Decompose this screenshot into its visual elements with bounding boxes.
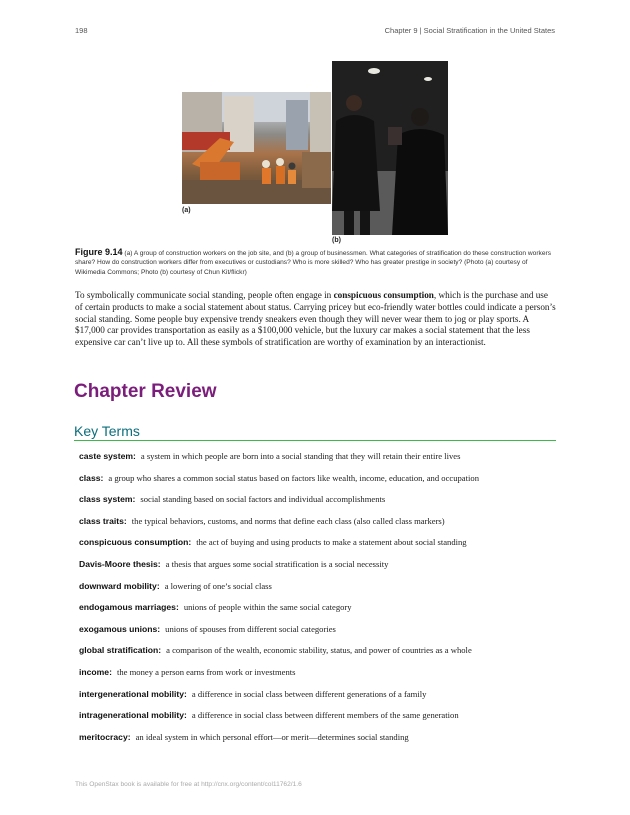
- term-name: class:: [79, 472, 104, 483]
- term-definition: the act of buying and using products to make a statement about social standing: [196, 537, 467, 548]
- term-name: Davis-Moore thesis:: [79, 558, 161, 569]
- term-item: [79, 556, 559, 578]
- term-definition: social standing based on social factors and individual accomplishments: [140, 494, 386, 505]
- term-name: endogamous marriages:: [79, 602, 179, 613]
- figure-label-a: (a): [182, 207, 191, 214]
- paragraph-bold-term: conspicuous consumption: [333, 290, 434, 300]
- term-item: [79, 686, 559, 708]
- term-name: class traits:: [79, 515, 127, 526]
- construction-workers-photo: [182, 92, 331, 204]
- term-definition: unions of spouses from different social categories: [165, 623, 336, 634]
- term-name: intergenerational mobility:: [79, 688, 187, 699]
- footer-note: This OpenStax book is available for free at http://cnx.org/content/col11762/1.6: [75, 781, 302, 788]
- term-name: income:: [79, 666, 112, 677]
- term-definition: a lowering of one’s social class: [164, 580, 272, 591]
- term-name: global stratification:: [79, 645, 162, 656]
- term-definition: a system in which people are born into a social standing that they will retain their entire lives: [140, 451, 461, 461]
- term-name: downward mobility:: [79, 580, 160, 591]
- term-definition: the typical behaviors, customs, and norms that define each class (also called class markers): [131, 515, 445, 526]
- chapter-review-heading: Chapter Review: [74, 381, 217, 402]
- term-item: [79, 513, 559, 535]
- term-name: conspicuous consumption:: [79, 537, 192, 548]
- term-item: [79, 729, 559, 751]
- page-number: 198: [75, 26, 88, 35]
- term-definition: an ideal system in which personal effort—or merit—determines social standing: [135, 731, 409, 742]
- term-item: [79, 578, 559, 600]
- term-name: class system:: [79, 494, 136, 505]
- term-definition: a difference in social class between different generations of a family: [191, 688, 427, 699]
- term-item: [79, 534, 559, 556]
- key-terms-heading: Key Terms: [74, 423, 556, 441]
- term-definition: a difference in social class between different members of the same generation: [191, 710, 459, 721]
- term-item: [79, 599, 559, 621]
- figure-caption: [75, 248, 555, 277]
- paragraph-text-end: , which is the purchase and use of certain products to make a social statement about status. Carrying pricey but eco-friendly water bottles could indicate a person’s social standing. Some people buy expensive trendy sneakers even though they will never wear them to jog or play sports. A $17,000 car provides transportation as easily as a $100,000 vehicle, but the luxury car makes a social statement that the less expensive car can’t live up to. All these symbols of stratification are worthy of examination by an interactionist.: [75, 290, 556, 348]
- term-definition: the money a person earns from work or investments: [116, 666, 296, 677]
- term-name: meritocracy:: [79, 731, 131, 742]
- term-item: [79, 448, 559, 470]
- term-item: [79, 642, 559, 664]
- term-name: caste system:: [79, 451, 136, 461]
- term-definition: a group who shares a common social status based on factors like wealth, income, education, and occupation: [108, 472, 479, 483]
- paragraph-text-start: To symbolically communicate social standing, people often engage in: [75, 290, 334, 300]
- businessmen-photo: [332, 61, 448, 235]
- term-item: [79, 621, 559, 643]
- running-header: Chapter 9 | Social Stratification in the United States: [384, 26, 555, 35]
- figure-number: Figure 9.14: [75, 247, 123, 257]
- term-item: [79, 707, 559, 729]
- term-item: [79, 470, 559, 492]
- term-item: [79, 664, 559, 686]
- key-terms-list: [79, 448, 559, 750]
- term-item: [79, 491, 559, 513]
- term-definition: unions of people within the same social category: [183, 602, 352, 613]
- figure-caption-text: (a) A group of construction workers on the job site, and (b) a group of businessmen. What categories of stratification do these construction workers share? How do construction workers differ from executives or custodians? Who is more skilled? Who has greater prestige in society? (Photo (a) courtesy of Wikimedia Commons; Photo (b) courtesy of Chun Kit/flickr): [75, 250, 551, 276]
- term-name: exogamous unions:: [79, 623, 161, 634]
- term-name: intragenerational mobility:: [79, 710, 187, 721]
- term-definition: a thesis that argues some social stratification is a social necessity: [165, 558, 389, 569]
- figure-label-b: (b): [332, 237, 341, 244]
- body-paragraph: [75, 290, 557, 349]
- term-definition: a comparison of the wealth, economic stability, status, and power of countries as a whole: [166, 645, 472, 656]
